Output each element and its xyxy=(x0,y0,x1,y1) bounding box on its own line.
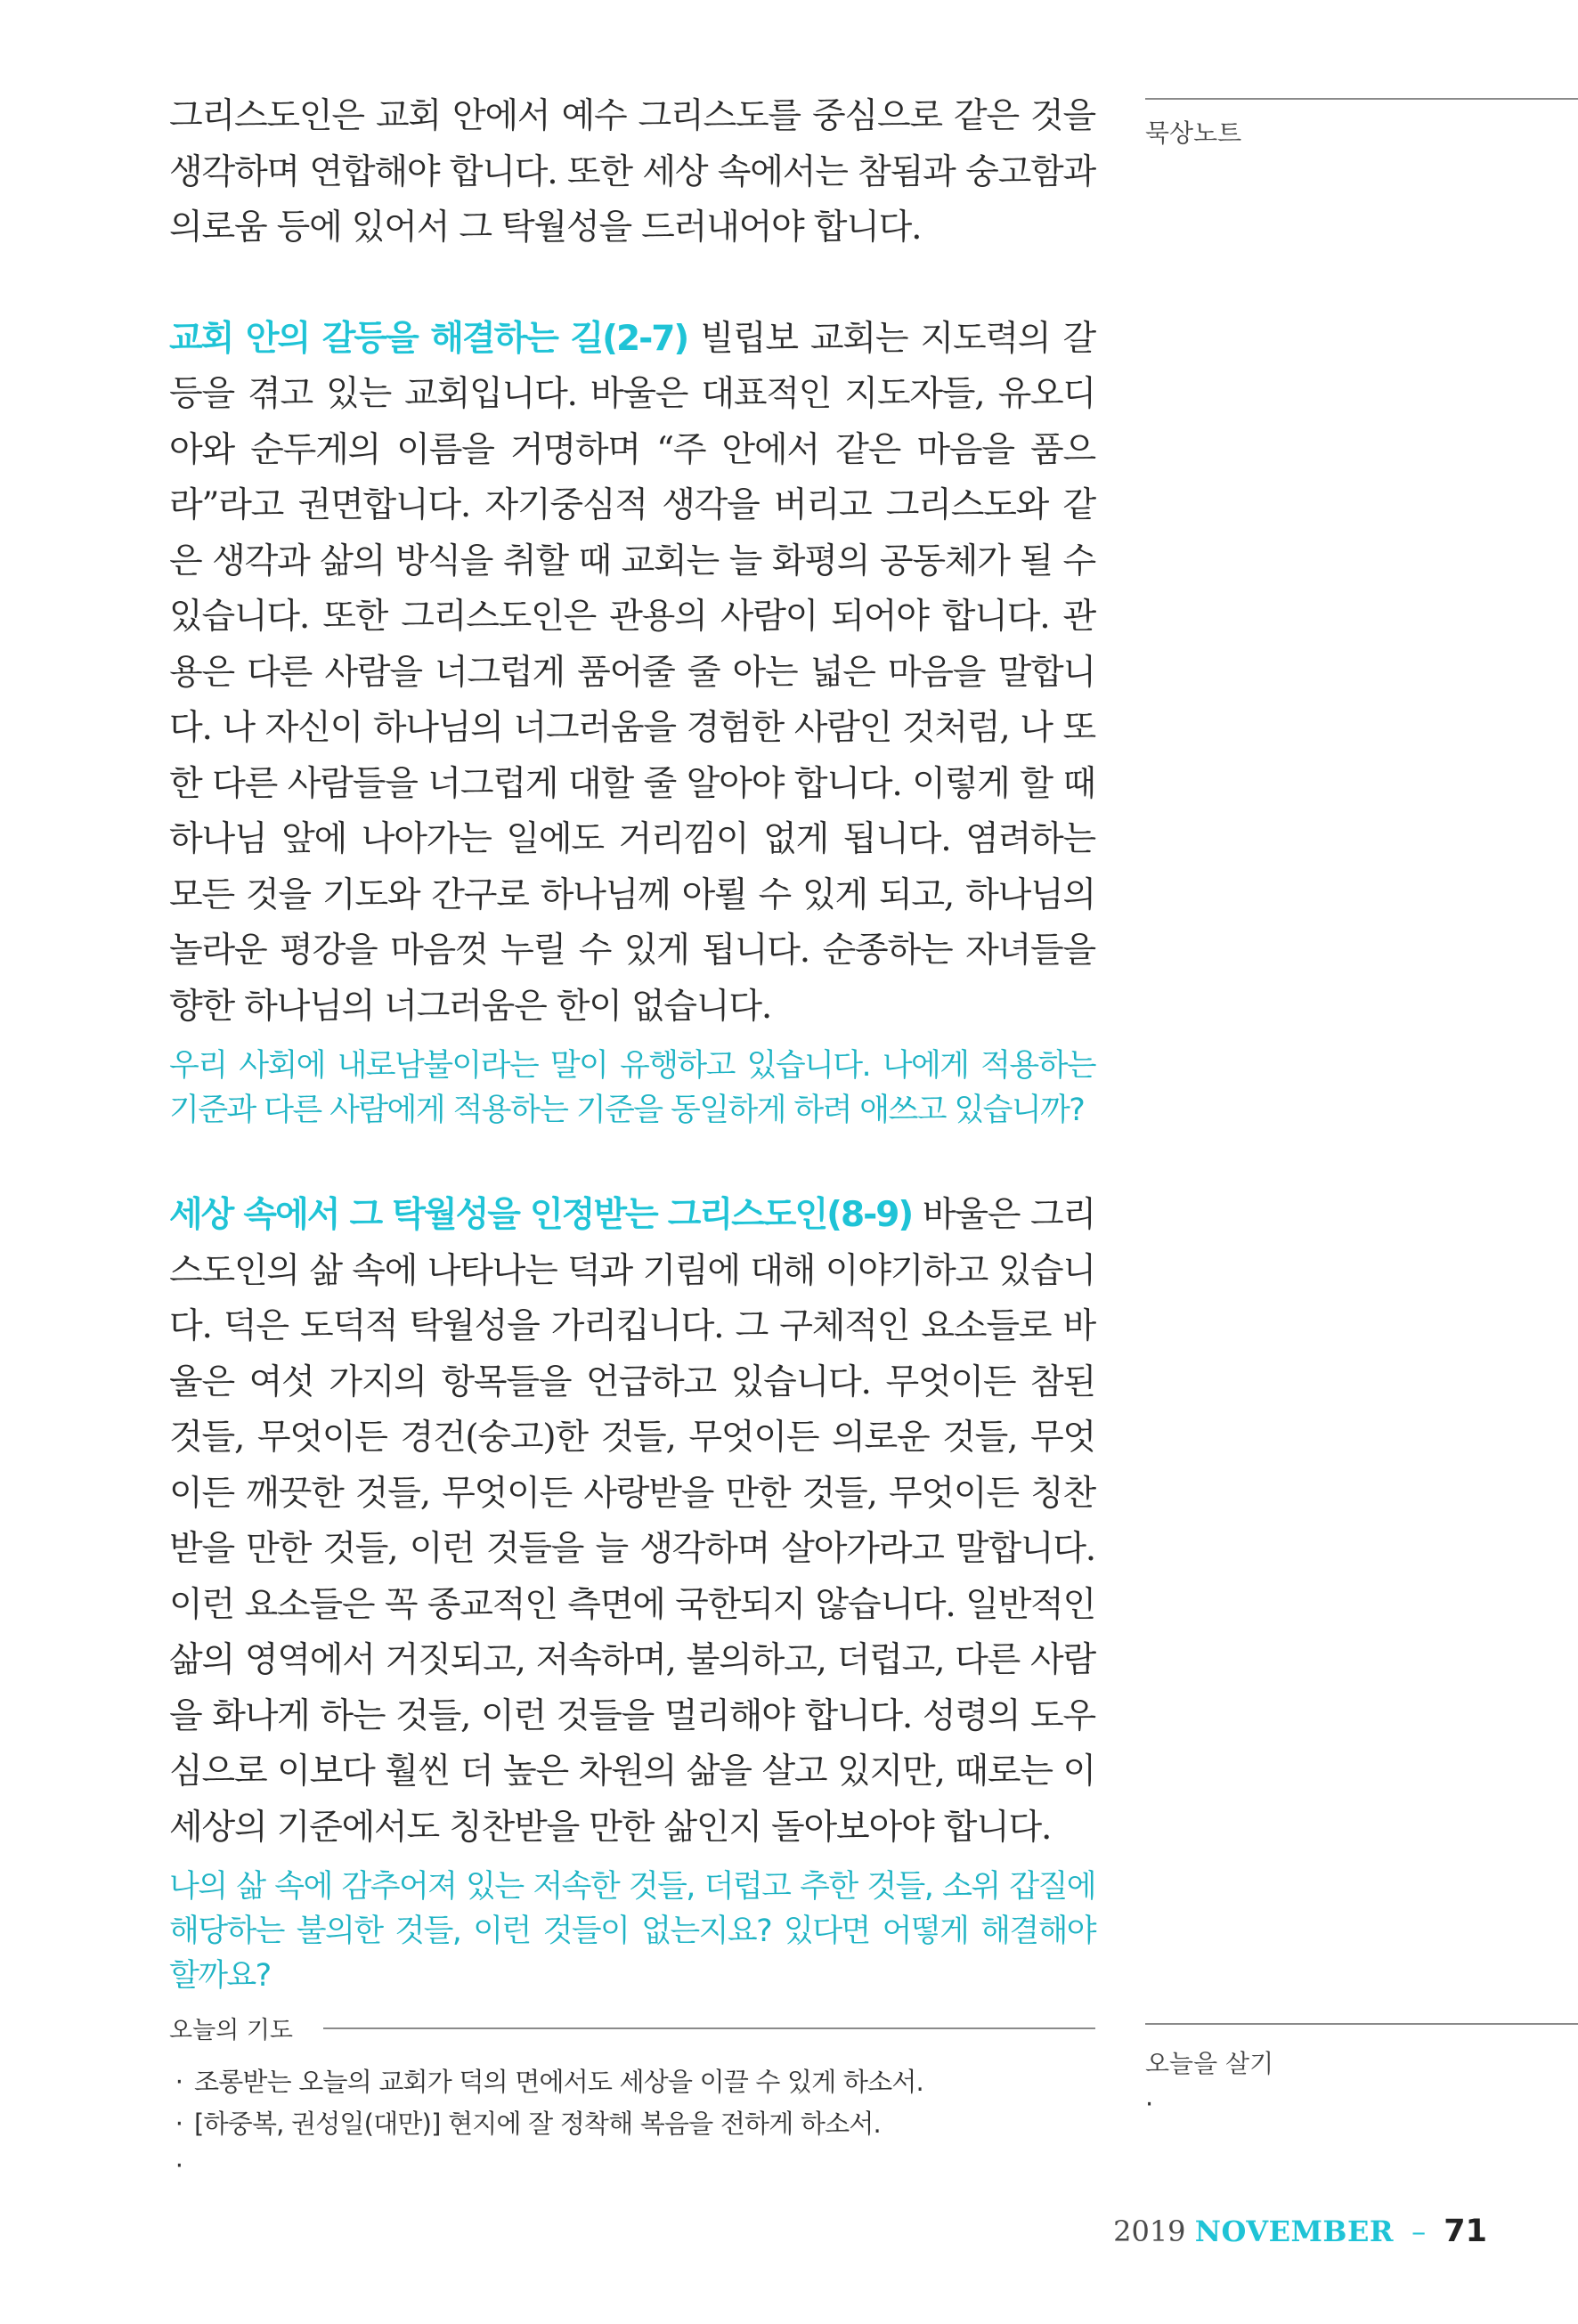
today-prayer-rule xyxy=(323,2027,1095,2029)
page-number: 71 xyxy=(1444,2214,1487,2249)
prayer-item xyxy=(169,2103,1095,2145)
section-excellence-paragraph xyxy=(169,1188,1095,1856)
today-prayer-header xyxy=(169,2011,1095,2045)
main-column xyxy=(169,89,1095,1998)
prayer-list xyxy=(169,2061,1095,2187)
prayer-item-text: 조롱받는 오늘의 교회가 덕의 면에서도 세상을 이끌 수 있게 하소서. xyxy=(194,2067,923,2097)
prayer-item-text: [하중복, 권성일(대만)] 현지에 잘 정착해 복음을 전하게 하소서. xyxy=(194,2109,881,2139)
section-excellence-question: 나의 삶 속에 감추어져 있는 저속한 것들, 더럽고 추한 것들, 소위 갑질에 해당하는 불의한 것들, 이런 것들이 없는지요? 있다면 어떻게 해결해야 할까요? xyxy=(169,1869,1095,1994)
today-prayer-title: 오늘의 기도 xyxy=(169,2017,293,2044)
today-living-area[interactable] xyxy=(1145,2023,1578,2119)
page-footer xyxy=(1113,2214,1487,2249)
section-conflict xyxy=(169,312,1095,1134)
prayer-item xyxy=(169,2061,1095,2103)
footer-month: NOVEMBER xyxy=(1194,2214,1394,2248)
meditation-notes-rule xyxy=(1145,98,1578,100)
today-living-rule xyxy=(1145,2023,1578,2025)
section-conflict-heading: 교회 안의 갈등을 해결하는 길(2-7) xyxy=(169,318,688,359)
prayer-bullet: · xyxy=(175,2150,183,2181)
prayer-bullet: · xyxy=(175,2109,183,2139)
footer-year: 2019 xyxy=(1113,2214,1186,2248)
section-conflict-paragraph xyxy=(169,312,1095,1036)
prayer-bullet: · xyxy=(175,2067,183,2097)
meditation-notes-area[interactable] xyxy=(1145,98,1578,150)
section-conflict-question: 우리 사회에 내로남불이라는 말이 유행하고 있습니다. 나에게 적용하는 기준과 다른 사람에게 적용하는 기준을 동일하게 하려 애쓰고 있습니까? xyxy=(169,1048,1095,1128)
today-prayer xyxy=(169,2011,1095,2187)
today-living-bullet: · xyxy=(1145,2089,1154,2119)
section-conflict-body: 빌립보 교회는 지도력의 갈등을 겪고 있는 교회입니다. 바울은 대표적인 지도자들, 유오디아와 순두게의 이름을 거명하며 “주 안에서 같은 마음을 품으라”라고 권면합니다. 자기중심적 생각을 버리고 그리스도와 같은 생각과 삶의 방식을 취할 때 교회는 늘 화평의 공동체가 될 수 있습니다. 또한 그리스도인은 관용의 사람이 되어야 합니다. 관용은 다른 사람을 너그럽게 품어줄 줄 아는 넓은 마음을 말합니다. 나 자신이 하나님의 너그러움을 경험한 사람인 것처럼, 나 또한 다른 사람들을 너그럽게 대할 줄 알아야 합니다. 이렇게 할 때 하나님 앞에 나아가는 일에도 거리낌이 없게 됩니다. 염려하는 모든 것을 기도와 간구로 하나님께 아뢸 수 있게 되고, 하나님의 놀라운 평강을 마음껏 누릴 수 있게 됩니다. 순종하는 자녀들을 향한 하나님의 너그러움은 한이 없습니다. xyxy=(169,318,1095,1027)
footer-separator: – xyxy=(1411,2214,1427,2248)
section-excellence-heading: 세상 속에서 그 탁월성을 인정받는 그리스도인(8-9) xyxy=(169,1195,913,1235)
today-living-label: 오늘을 살기 xyxy=(1145,2049,1274,2078)
prayer-item[interactable] xyxy=(169,2145,1095,2187)
meditation-notes-label: 묵상노트 xyxy=(1145,118,1242,148)
section-excellence-body: 바울은 그리스도인의 삶 속에 나타나는 덕과 기림에 대해 이야기하고 있습니다. 덕은 도덕적 탁월성을 가리킵니다. 그 구체적인 요소들로 바울은 여섯 가지의 항목들을 언급하고 있습니다. 무엇이든 참된 것들, 무엇이든 경건(숭고)한 것들, 무엇이든 의로운 것들, 무엇이든 깨끗한 것들, 무엇이든 사랑받을 만한 것들, 무엇이든 칭찬받을 만한 것들, 이런 것들을 늘 생각하며 살아가라고 말합니다. 이런 요소들은 꼭 종교적인 측면에 국한되지 않습니다. 일반적인 삶의 영역에서 거짓되고, 저속하며, 불의하고, 더럽고, 다른 사람을 화나게 하는 것들, 이런 것들을 멀리해야 합니다. 성령의 도우심으로 이보다 훨씬 더 높은 차원의 삶을 살고 있지만, 때로는 이 세상의 기준에서도 칭찬받을 만한 삶인지 돌아보아야 합니다. xyxy=(169,1195,1095,1848)
intro-paragraph: 그리스도인은 교회 안에서 예수 그리스도를 중심으로 같은 것을 생각하며 연합해야 합니다. 또한 세상 속에서는 참됨과 숭고함과 의로움 등에 있어서 그 탁월성을 드러내어야 합니다. xyxy=(169,96,1095,248)
section-excellence xyxy=(169,1188,1095,1998)
